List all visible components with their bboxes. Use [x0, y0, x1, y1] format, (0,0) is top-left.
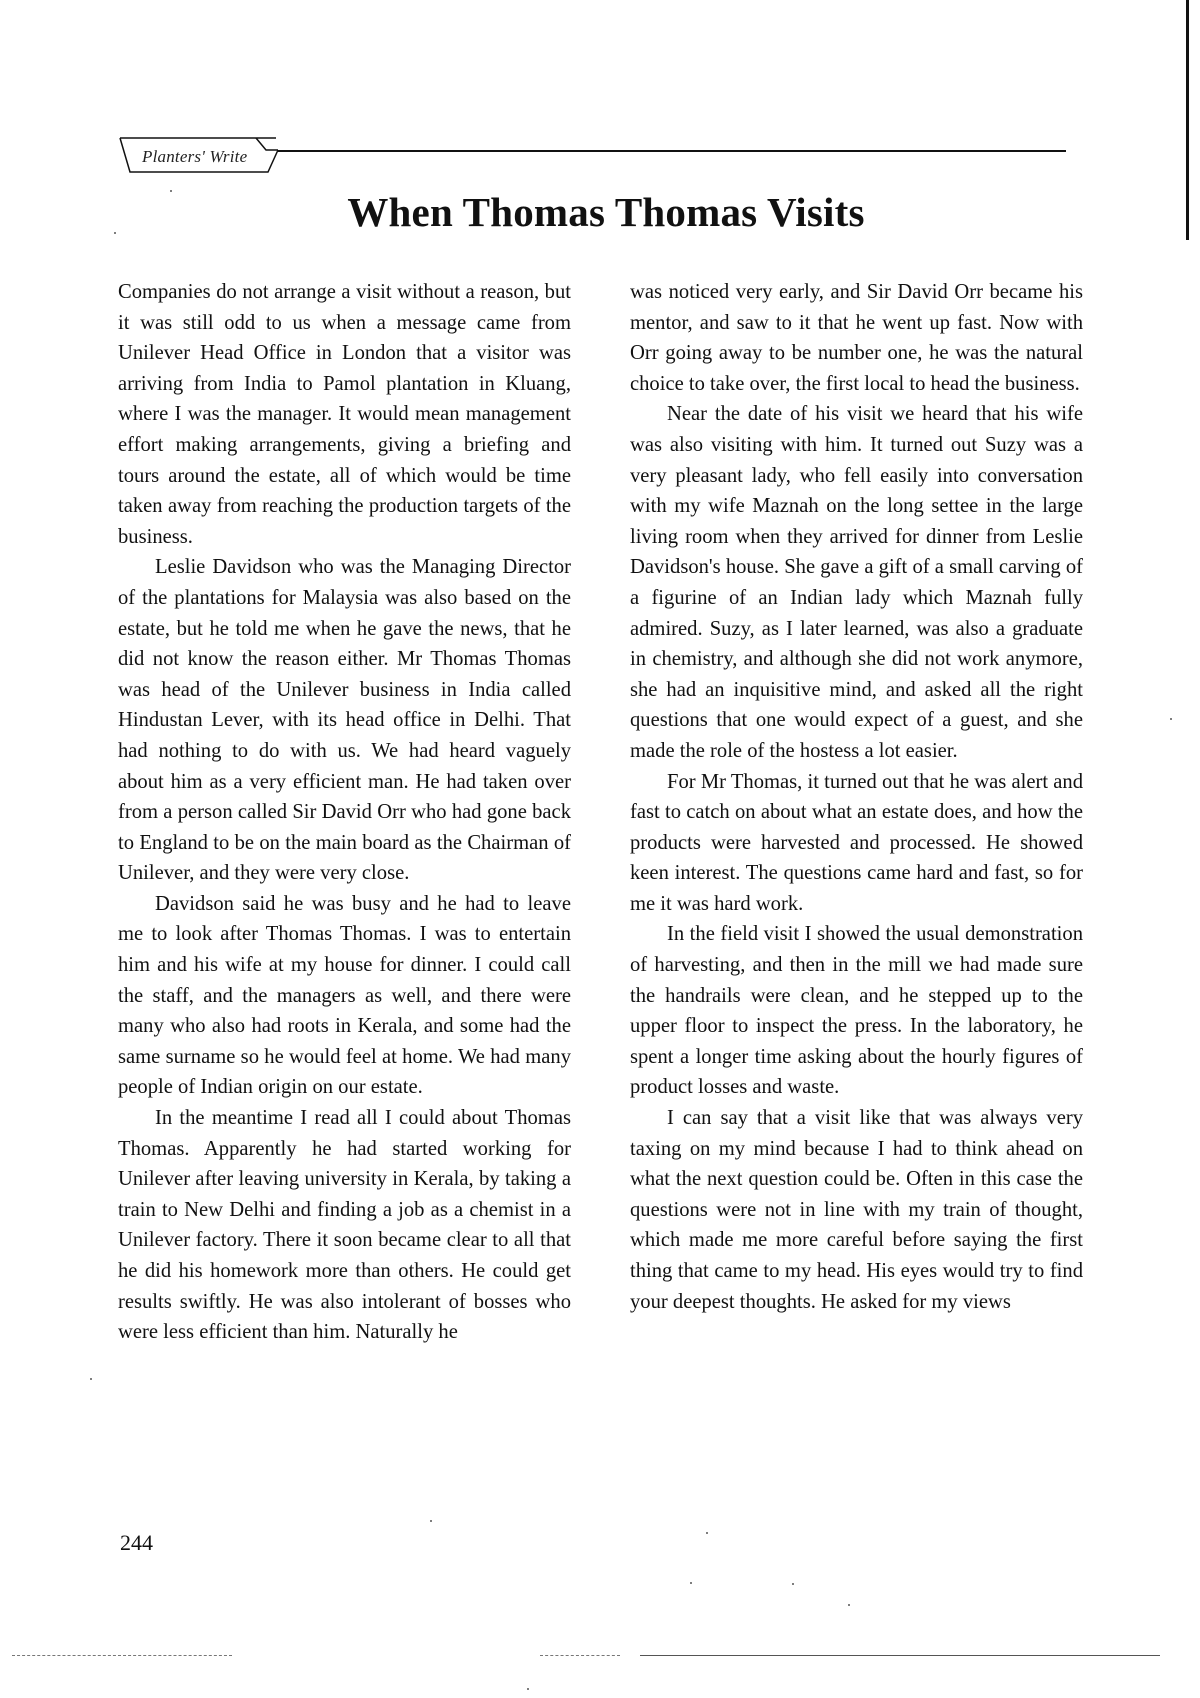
scan-speck — [430, 1520, 432, 1522]
scan-speck — [527, 1688, 529, 1690]
scan-artifact-line — [540, 1655, 620, 1657]
scan-speck — [1170, 718, 1172, 720]
section-header-tab — [118, 136, 278, 176]
scan-speck — [170, 190, 172, 192]
paragraph: Davidson said he was busy and he had to leave me to look after Thomas Thomas. I was to entertain him and his wife at my house for dinner. I could call the staff, and the managers as well, and there were many who also had roots in Kerala, and some had the same surname so he would feel at home. We had many people of Indian origin on our estate. — [118, 892, 571, 1099]
page-number: 244 — [120, 1530, 153, 1555]
article-title: When Thomas Thomas Visits — [347, 189, 865, 235]
paragraph: I can say that a visit like that was always very taxing on my mind because I had to think ahead on what the next question could be. Often in this case the questions were not in line with my train of thought, which made me more careful before saying the first thing that came to my head. His eyes would try to find your deepest thoughts. He asked for my views — [630, 1107, 1083, 1313]
scan-speck — [706, 1532, 708, 1534]
paragraph: For Mr Thomas, it turned out that he was alert and fast to catch on about what an estate does, and how the products were harvested and processed. He showed keen interest. The questions came hard and fast, so for me it was hard work. — [630, 770, 1083, 915]
section-label: Planters' Write — [142, 147, 248, 166]
scan-speck — [792, 1583, 794, 1585]
right-column — [630, 277, 1083, 1317]
paragraph: was noticed very early, and Sir David Orr became his mentor, and saw to it that he went up fast. Now with Orr going away to be number one, he was the natural choice to take over, the first local to head the business. — [630, 281, 1083, 395]
header-rule — [278, 150, 1066, 152]
scan-speck — [848, 1604, 850, 1606]
scan-speck — [690, 1582, 692, 1584]
paragraph: Companies do not arrange a visit without a reason, but it was still odd to us when a message came from Unilever Head Office in London that a visitor was arriving from India to Pamol plantation in Kluang, where I was the manager. It would mean management effort making arrangements, giving a briefing and tours around the estate, all of which would be time taken away from reaching the production targets of the business. — [118, 281, 571, 548]
scan-speck — [90, 1378, 92, 1380]
paragraph: In the field visit I showed the usual demonstration of harvesting, and then in the mill we had made sure the handrails were clean, and he stepped up to the upper floor to inspect the press. In the laboratory, he spent a longer time asking about the hourly figures of product losses and waste. — [630, 923, 1083, 1099]
scan-artifact-line — [640, 1655, 1160, 1657]
paragraph: Near the date of his visit we heard that his wife was also visiting with him. It turned out Suzy was a very pleasant lady, who fell easily into conversation with my wife Maznah on the long settee in the large living room when they arrived for dinner from Leslie Davidson's house. She gave a gift of a small carving of a figurine of an Indian lady which Maznah fully admired. Suzy, as I later learned, was also a graduate in chemistry, and although she did not work anymore, she had an inquisitive mind, and asked all the right questions that one would expect of a guest, and she made the role of the hostess a lot easier. — [630, 403, 1083, 762]
scan-speck — [114, 232, 116, 234]
scan-artifact-line — [12, 1655, 232, 1657]
paragraph: In the meantime I read all I could about Thomas Thomas. Apparently he had started working for Unilever after leaving university in Kerala, by taking a train to New Delhi and finding a job as a chemist in a Unilever factory. There it soon became clear to all that he did his homework more than others. He could get results swiftly. He was also intolerant of bosses who were less efficient than him. Naturally he — [118, 1107, 571, 1344]
paragraph: Leslie Davidson who was the Managing Director of the plantations for Malaysia was also based on the estate, but he told me when he gave the news, that he did not know the reason either. Mr Thomas Thomas was head of the Unilever business in India called Hindustan Lever, with its head office in Delhi. That had nothing to do with us. We had heard vaguely about him as a very efficient man. He had taken over from a person called Sir David Orr who had gone back to England to be on the main board as the Chairman of Unilever, and they were very close. — [118, 556, 571, 885]
left-column — [118, 277, 571, 1348]
